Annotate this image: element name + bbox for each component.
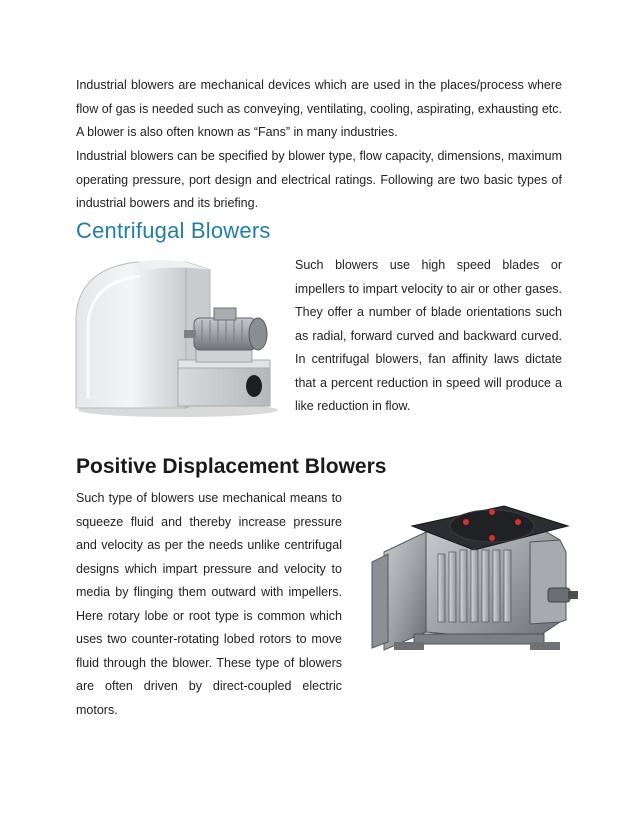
- centrifugal-blower-image: [68, 248, 282, 420]
- intro-paragraph-1: Industrial blowers are mechanical devices which are used in the places/process where flow of gas is needed such as conveying, ventilating, cooling, aspirating, exhausting etc. A blower is also often known as “Fans” in many industries.: [76, 78, 562, 139]
- positive-displacement-heading: Positive Displacement Blowers: [76, 455, 387, 478]
- positive-displacement-blower-image: [354, 492, 582, 670]
- intro-paragraph-2: Industrial blowers can be specified by blower type, flow capacity, dimensions, maximum operating pressure, port design and electrical ratings. Following are two basic types of industrial bowers and its briefing.: [76, 149, 562, 210]
- centrifugal-heading: Centrifugal Blowers: [76, 218, 271, 243]
- positive-displacement-paragraph: Such type of blowers use mechanical means to squeeze fluid and thereby increase pressure and velocity as per the needs unlike centrifugal designs which impart pressure and velocity to media by flinging them outward with impellers. Here rotary lobe or root type is common which uses two counter-rotating lobed rotors to move fluid through the blower. These type of blowers are often driven by direct-coupled electric motors.: [76, 491, 342, 717]
- centrifugal-paragraph: Such blowers use high speed blades or impellers to impart velocity to air or other gases. They offer a number of blade orientations such as radial, forward curved and backward curved. In centrifugal blowers, fan affinity laws dictate that a percent reduction in speed will produce a like reduction in flow.: [295, 258, 562, 413]
